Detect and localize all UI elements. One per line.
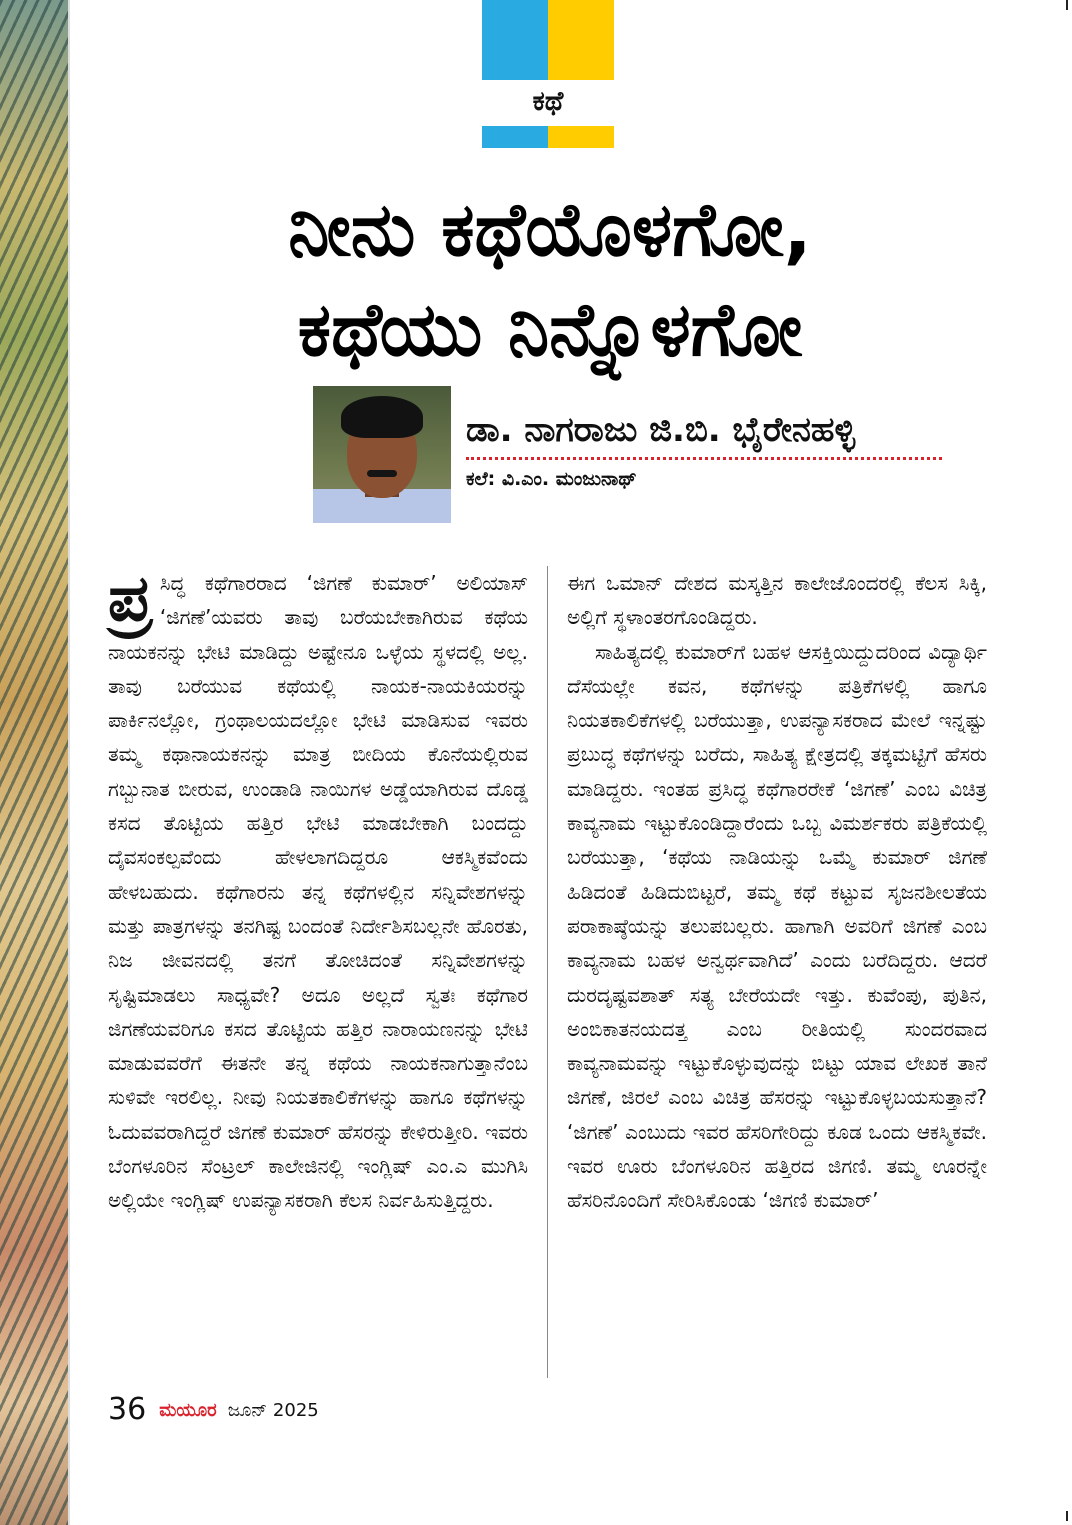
paragraph: ಈಗ ಒಮಾನ್ ದೇಶದ ಮಸ್ಕತ್ತಿನ ಕಾಲೇಜೊಂದರಲ್ಲಿ ಕೆಲಸ ಸಿಕ್ಕಿ, ಅಲ್ಲಿಗೆ ಸ್ಥಳಾಂತರಗೊಂಡಿದ್ದರು. <box>567 571 987 630</box>
article-column-left <box>108 562 528 1218</box>
page-footer <box>108 1390 319 1430</box>
paragraph: ಸಾಹಿತ್ಯದಲ್ಲಿ ಕುಮಾರ್‌ಗೆ ಬಹಳ ಆಸಕ್ತಿಯಿದ್ದುದರಿಂದ ವಿದ್ಯಾರ್ಥಿ ದೆಸೆಯಲ್ಲೇ ಕವನ, ಕಥೆಗಳನ್ನು ಪತ್ರಿಕೆಗಳಲ್ಲಿ ಹಾಗೂ ನಿಯತಕಾಲಿಕೆಗಳಲ್ಲಿ ಬರೆಯುತ್ತಾ, ಉಪನ್ಯಾಸಕರಾದ ಮೇಲೆ ಇನ್ನಷ್ಟು ಪ್ರಬುದ್ಧ ಕಥೆಗಳನ್ನು ಬರೆದು, ಸಾಹಿತ್ಯ ಕ್ಷೇತ್ರದಲ್ಲಿ ತಕ್ಕಮಟ್ಟಿಗೆ ಹೆಸರು ಮಾಡಿದ್ದರು. ಇಂತಹ ಪ್ರಸಿದ್ಧ ಕಥೆಗಾರರೇಕೆ ‘ಜಿಗಣೆ’ ಎಂಬ ವಿಚಿತ್ರ ಕಾವ್ಯನಾಮ ಇಟ್ಟುಕೊಂಡಿದ್ದಾರೆಂದು ಒಬ್ಬ ವಿಮರ್ಶಕರು ಪತ್ರಿಕೆಯಲ್ಲಿ ಬರೆಯುತ್ತಾ, ‘ಕಥೆಯ ನಾಡಿಯನ್ನು ಒಮ್ಮೆ ಕುಮಾರ್ ಜಿಗಣೆ ಹಿಡಿದಂತೆ ಹಿಡಿದುಬಿಟ್ಟರೆ, ತಮ್ಮ ಕಥೆ ಕಟ್ಟುವ ಸೃಜನಶೀಲತೆಯ ಪರಾಕಾಷ್ಠೆಯನ್ನು ತಲುಪಬಲ್ಲರು. ಹಾಗಾಗಿ ಅವರಿಗೆ ಜಿಗಣೆ ಎಂಬ ಕಾವ್ಯನಾಮ ಬಹಳ ಅನ್ವರ್ಥವಾಗಿದೆ’ ಎಂದು ಬರೆದಿದ್ದರು. ಆದರೆ ದುರದೃಷ್ಟವಶಾತ್ ಸತ್ಯ ಬೇರೆಯದೇ ಇತ್ತು. ಕುವೆಂಪು, ಪುತಿನ, ಅಂಬಿಕಾತನಯದತ್ತ ಎಂಬ ರೀತಿಯಲ್ಲಿ ಸುಂದರವಾದ ಕಾವ್ಯನಾಮವನ್ನು ಇಟ್ಟುಕೊಳ್ಳುವುದನ್ನು ಬಿಟ್ಟು ಯಾವ ಲೇಖಕ ತಾನೆ ಜಿಗಣೆ, ಜಿರಲೆ ಎಂಬ ವಿಚಿತ್ರ ಹೆಸರನ್ನು ಇಟ್ಟುಕೊಳ್ಳಬಯಸುತ್ತಾನೆ? ‘ಜಿಗಣೆ’ ಎಂಬುದು ಇವರ ಹೆಸರಿಗೇರಿದ್ದು ಕೂಡ ಒಂದು ಆಕಸ್ಮಿಕವೇ. ಇವರ ಊರು ಬೆಂಗಳೂರಿನ ಹತ್ತಿರದ ಜಿಗಣಿ. ತಮ್ಮ ಊರನ್ನೇ ಹೆಸರಿನೊಂದಿಗೆ ಸೇರಿಸಿಕೊಂಡು ‘ಜಿಗಣಿ ಕುಮಾರ್’ <box>567 639 987 1213</box>
badge-blue-bar <box>482 126 548 148</box>
headline-line-1: ನೀನು ಕಥೆಯೊಳಗೋ, <box>288 187 812 273</box>
article-headline <box>120 180 980 380</box>
byline-dotted-rule <box>466 457 942 460</box>
column-divider <box>547 566 548 1378</box>
drop-cap: ಪ್ರ <box>108 562 152 636</box>
issue-date: ಜೂನ್ 2025 <box>227 1399 319 1421</box>
art-credit: ಕಲೆ: ವಿ.ಎಂ. ಮಂಜುನಾಥ್ <box>466 468 637 490</box>
author-photo <box>313 386 451 523</box>
section-badge <box>482 0 614 150</box>
side-artwork-strip <box>0 0 70 1525</box>
badge-yellow-bar <box>548 126 614 148</box>
paragraph-text: ಸಿದ್ಧ ಕಥೆಗಾರರಾದ ‘ಜಿಗಣೆ ಕುಮಾರ್’ ಅಲಿಯಾಸ್ ‘ಜಿಗಣೆ’ಯವರು ತಾವು ಬರೆಯಬೇಕಾಗಿರುವ ಕಥೆಯ ನಾಯಕನನ್ನು ಭೇಟಿ ಮಾಡಿದ್ದು ಅಷ್ಟೇನೂ ಒಳ್ಳೆಯ ಸ್ಥಳದಲ್ಲಿ ಅಲ್ಲ. ತಾವು ಬರೆಯುವ ಕಥೆಯಲ್ಲಿ ನಾಯಕ-ನಾಯಕಿಯರನ್ನು ಪಾರ್ಕಿನಲ್ಲೋ, ಗ್ರಂಥಾಲಯದಲ್ಲೋ ಭೇಟಿ ಮಾಡಿಸುವ ಇವರು ತಮ್ಮ ಕಥಾನಾಯಕನನ್ನು ಮಾತ್ರ ಬೀದಿಯ ಕೊನೆಯಲ್ಲಿರುವ ಗಬ್ಬುನಾತ ಬೀರುವ, ಉಂಡಾಡಿ ನಾಯಿಗಳ ಅಡ್ಡೆಯಾಗಿರುವ ದೊಡ್ಡ ಕಸದ ತೊಟ್ಟಿಯ ಹತ್ತಿರ ಭೇಟಿ ಮಾಡಬೇಕಾಗಿ ಬಂದದ್ದು ದೈವಸಂಕಲ್ಪವೆಂದು ಹೇಳಲಾಗದಿದ್ದರೂ ಆಕಸ್ಮಿಕವೆಂದು ಹೇಳಬಹುದು. ಕಥೆಗಾರನು ತನ್ನ ಕಥೆಗಳಲ್ಲಿನ ಸನ್ನಿವೇಶಗಳನ್ನು ಮತ್ತು ಪಾತ್ರಗಳನ್ನು ತನಗಿಷ್ಟ ಬಂದಂತೆ ನಿರ್ದೇಶಿಸಬಲ್ಲನೇ ಹೊರತು, ನಿಜ ಜೀವನದಲ್ಲಿ ತನಗೆ ತೋಚಿದಂತೆ ಸನ್ನಿವೇಶಗಳನ್ನು ಸೃಷ್ಟಿಮಾಡಲು ಸಾಧ್ಯವೇ? ಅದೂ ಅಲ್ಲದೆ ಸ್ವತಃ ಕಥೆಗಾರ ಜಿಗಣೆಯವರಿಗೂ ಕಸದ ತೊಟ್ಟಿಯ ಹತ್ತಿರ ನಾರಾಯಣನನ್ನು ಭೇಟಿ ಮಾಡುವವರೆಗೆ ಈತನೇ ತನ್ನ ಕಥೆಯ ನಾಯಕನಾಗುತ್ತಾನೆಂಬ ಸುಳಿವೇ ಇರಲಿಲ್ಲ. ನೀವು ನಿಯತಕಾಲಿಕೆಗಳನ್ನು ಹಾಗೂ ಕಥೆಗಳನ್ನು ಓದುವವರಾಗಿದ್ದರೆ ಜಿಗಣೆ ಕುಮಾರ್ ಹೆಸರನ್ನು ಕೇಳಿರುತ್ತೀರಿ. ಇವರು ಬೆಂಗಳೂರಿನ ಸೆಂಟ್ರಲ್ ಕಾಲೇಜಿನಲ್ಲಿ ಇಂಗ್ಲಿಷ್ ಎಂ.ಎ ಮುಗಿಸಿ ಅಲ್ಲಿಯೇ ಇಂಗ್ಲಿಷ್ ಉಪನ್ಯಾಸಕರಾಗಿ ಕೆಲಸ ನಿರ್ವಹಿಸುತ್ತಿದ್ದರು. <box>108 571 528 1213</box>
page-number: 36 <box>108 1392 147 1427</box>
paragraph <box>108 562 528 1218</box>
magazine-name: ಮಯೂರ <box>159 1399 217 1421</box>
badge-yellow-block <box>548 0 614 80</box>
badge-blue-block <box>482 0 548 80</box>
article-column-right <box>567 566 987 1218</box>
crop-mark-top <box>1066 0 1068 10</box>
section-label: ಕಥೆ <box>532 86 564 117</box>
headline-line-2: ಕಥೆಯು ನಿನ್ನೊಳಗೋ <box>297 287 803 373</box>
crop-mark-bottom <box>1066 1511 1068 1521</box>
author-name: ಡಾ. ನಾಗರಾಜು ಜಿ.ಬಿ. ಭೈರೇನಹಳ್ಳಿ <box>466 410 856 450</box>
